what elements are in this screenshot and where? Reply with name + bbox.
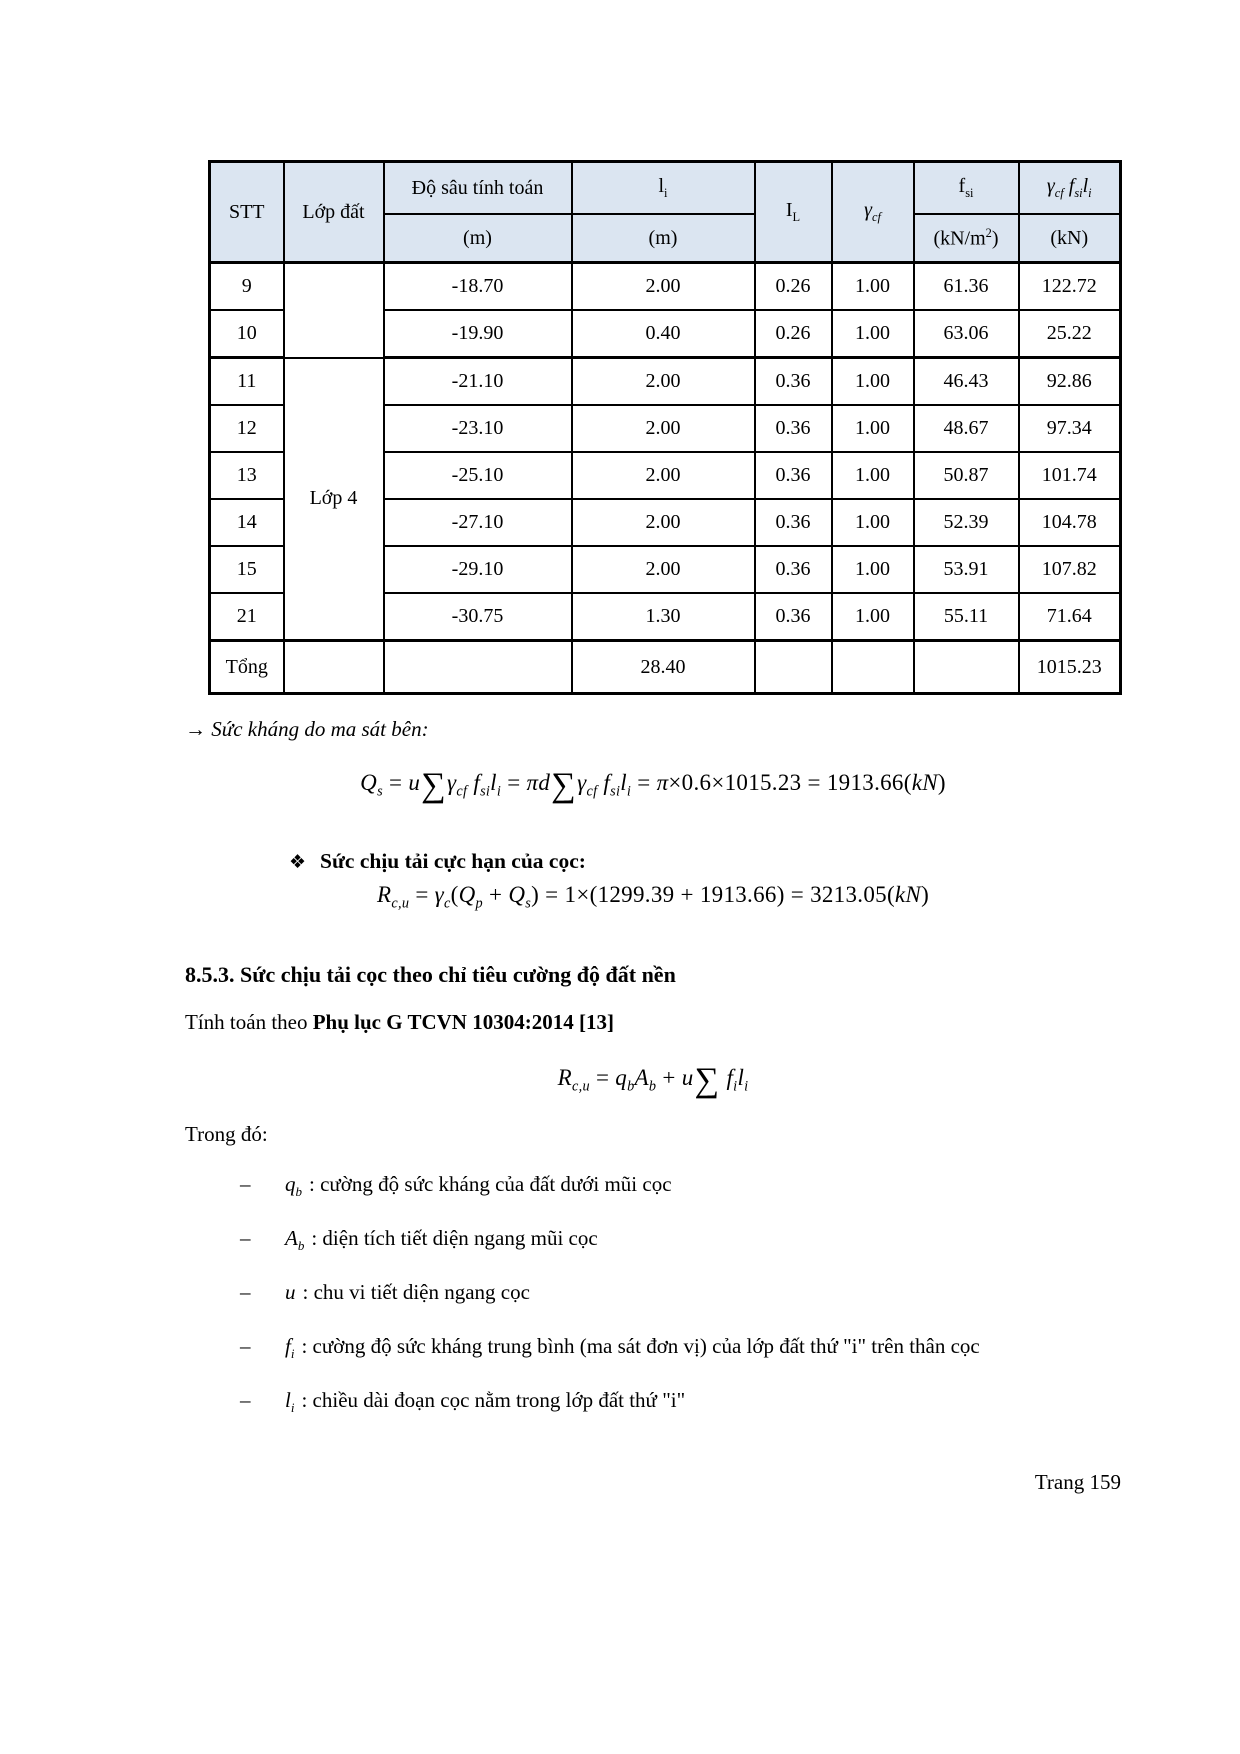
definition-item-u: [185, 1271, 1215, 1314]
table-cell: 0.36: [755, 405, 832, 452]
table-cell: -30.75: [384, 593, 572, 641]
table-cell: 97.34: [1019, 405, 1121, 452]
table-total-row: [210, 641, 1121, 694]
definition-list: [185, 1163, 1121, 1422]
layer-cell-group1: [284, 263, 384, 358]
col-unit-li: (m): [572, 214, 755, 263]
table-cell: 0.36: [755, 546, 832, 593]
table-cell: 0.26: [755, 310, 832, 358]
table-cell: -21.10: [384, 358, 572, 406]
table-cell: 2.00: [572, 263, 755, 311]
table-cell: -19.90: [384, 310, 572, 358]
total-product-cell: 1015.23: [1019, 641, 1121, 694]
table-cell: 92.86: [1019, 358, 1121, 406]
col-header-fsi: $f_{si}$: [914, 162, 1019, 215]
section-853-title: 8.5.3. Sức chịu tải cọc theo chỉ tiêu cường độ đất nền: [185, 962, 676, 988]
table-cell: 2.00: [572, 358, 755, 406]
col-unit-product: (kN): [1019, 214, 1121, 263]
table-cell: 71.64: [1019, 593, 1121, 641]
table-cell: -18.70: [384, 263, 572, 311]
table-cell: [914, 641, 1019, 694]
symbol-li: $l_i$: [285, 1387, 295, 1416]
col-header-gamma-cf: $\gamma_{cf}$: [832, 162, 914, 263]
col-unit-fsi: $(kN/m^2)$: [914, 214, 1019, 263]
table-cell: 55.11: [914, 593, 1019, 641]
layer-cell-group2: Lớp 4: [284, 358, 384, 641]
ultimate-capacity-heading-label: Sức chịu tải cực hạn của cọc:: [320, 848, 586, 873]
table-cell: 14: [210, 499, 284, 546]
table-cell: 1.00: [832, 593, 914, 641]
table-cell: 1.00: [832, 310, 914, 358]
table-cell: 1.00: [832, 546, 914, 593]
ultimate-capacity-heading: [185, 849, 1121, 874]
definition-text: : cường độ sức kháng của đất dưới mũi cọc: [309, 1171, 672, 1196]
table-cell: 61.36: [914, 263, 1019, 311]
table-cell: [832, 641, 914, 694]
list-dash: –: [240, 1387, 251, 1412]
symbol-fi: $f_i$: [285, 1333, 295, 1362]
table-cell: 48.67: [914, 405, 1019, 452]
table-row: [210, 263, 1121, 311]
total-label-cell: Tổng: [210, 641, 284, 694]
definition-item-qb: [185, 1163, 1215, 1206]
table-cell: 63.06: [914, 310, 1019, 358]
calculation-reference-line: [185, 1010, 1121, 1035]
table-cell: 12: [210, 405, 284, 452]
col-header-il: $I_L$: [755, 162, 832, 263]
calc-prefix: Tính toán theo: [185, 1010, 313, 1035]
table-cell: 104.78: [1019, 499, 1121, 546]
table-cell: 50.87: [914, 452, 1019, 499]
table-cell: 101.74: [1019, 452, 1121, 499]
table-cell: 2.00: [572, 405, 755, 452]
table-cell: 13: [210, 452, 284, 499]
table-cell: -23.10: [384, 405, 572, 452]
symbol-ab: $A_b$: [285, 1225, 305, 1254]
col-header-li: $l_i$: [572, 162, 755, 215]
pile-friction-table: [208, 160, 1122, 695]
table-cell: 1.00: [832, 405, 914, 452]
table-cell: 15: [210, 546, 284, 593]
col-unit-depth: (m): [384, 214, 572, 263]
list-dash: –: [240, 1279, 251, 1304]
diamond-bullet-icon: ❖: [289, 850, 307, 873]
table-cell: [384, 641, 572, 694]
table-cell: 46.43: [914, 358, 1019, 406]
table-cell: 1.00: [832, 358, 914, 406]
table-cell: [284, 641, 384, 694]
table-cell: 0.36: [755, 358, 832, 406]
friction-resistance-note: → Sức kháng do ma sát bên:: [185, 717, 429, 741]
table-cell: 122.72: [1019, 263, 1121, 311]
symbol-u: u: [285, 1279, 296, 1304]
definition-item-li: [185, 1379, 1215, 1422]
symbol-qb: $q_b$: [285, 1171, 303, 1199]
table-cell: 0.36: [755, 593, 832, 641]
definition-text: : diện tích tiết diện ngang mũi cọc: [311, 1225, 598, 1250]
table-cell: [755, 641, 832, 694]
table-cell: 9: [210, 263, 284, 311]
table-cell: 1.30: [572, 593, 755, 641]
table-cell: 2.00: [572, 499, 755, 546]
table-cell: 1.00: [832, 263, 914, 311]
table-cell: 25.22: [1019, 310, 1121, 358]
table-cell: 1.00: [832, 452, 914, 499]
col-header-depth: Độ sâu tính toán: [384, 162, 572, 215]
table-cell: 0.36: [755, 499, 832, 546]
table-cell: -29.10: [384, 546, 572, 593]
list-dash: –: [240, 1225, 251, 1250]
qs-formula: $Q_s = u\sum\gamma_{cf}$ $f_{si}l_i = \pi d\sum\gamma_{cf}$ $f_{si}l_i = \pi\times 0.6\times 1015.23 = 1913.66(kN)$: [360, 766, 946, 805]
col-header-product: $\gamma_{cf}$ $f_{si}l_i$: [1019, 162, 1121, 215]
table-cell: 52.39: [914, 499, 1019, 546]
table-cell: 2.00: [572, 546, 755, 593]
col-header-stt: STT: [210, 162, 284, 263]
definition-text: : chiều dài đoạn cọc nằm trong lớp đất thứ "i": [301, 1387, 686, 1412]
table-cell: 0.26: [755, 263, 832, 311]
definition-item-ab: [185, 1217, 1215, 1260]
where-label: Trong đó:: [185, 1121, 268, 1146]
rcu-general-formula: $R_{c,u} = q_bA_b + u\sum$ $f_il_i$: [557, 1061, 749, 1100]
table-cell: 11: [210, 358, 284, 406]
list-dash: –: [240, 1333, 251, 1358]
col-header-layer: Lớp đất: [284, 162, 384, 263]
table-cell: 10: [210, 310, 284, 358]
table-cell: 53.91: [914, 546, 1019, 593]
standard-reference: Phụ lục G TCVN 10304:2014 [13]: [312, 1010, 614, 1035]
table-cell: 1.00: [832, 499, 914, 546]
table-cell: 2.00: [572, 452, 755, 499]
list-dash: –: [240, 1171, 251, 1196]
total-li-cell: 28.40: [572, 641, 755, 694]
definition-text: : chu vi tiết diện ngang cọc: [302, 1279, 530, 1304]
page-number: Trang 159: [1034, 1470, 1121, 1495]
page-content: [185, 160, 1121, 1495]
table-cell: 0.40: [572, 310, 755, 358]
table-cell: 107.82: [1019, 546, 1121, 593]
table-cell: 0.36: [755, 452, 832, 499]
table-cell: 21: [210, 593, 284, 641]
definition-text: : cường độ sức kháng trung bình (ma sát đơn vị) của lớp đất thứ "i" trên thân cọc: [301, 1333, 980, 1358]
table-row: [210, 358, 1121, 406]
rcu-formula: $R_{c,u} = \gamma_c(Q_p + Q_s) = 1\times(1299.39 + 1913.66) = 3213.05(kN)$: [376, 881, 930, 912]
table-header-row-1: [210, 162, 1121, 215]
table-cell: -27.10: [384, 499, 572, 546]
definition-item-fi: [185, 1325, 1215, 1368]
table-cell: -25.10: [384, 452, 572, 499]
